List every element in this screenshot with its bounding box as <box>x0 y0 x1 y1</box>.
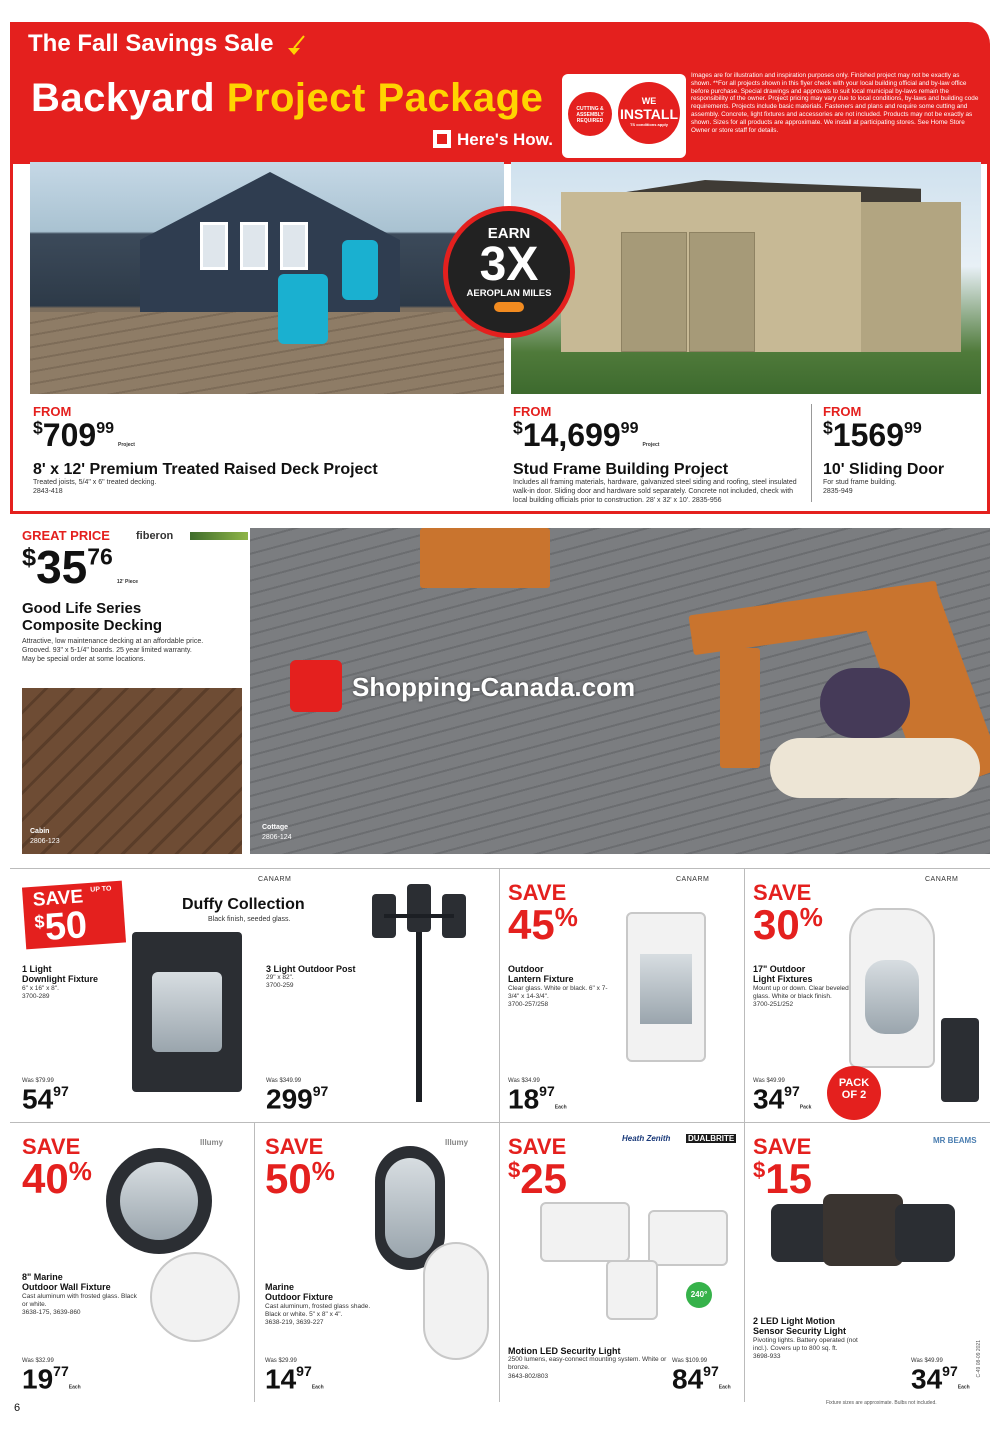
deck-project-photo <box>30 162 504 394</box>
flyer-code: C-49 08-09 2021 <box>976 1340 982 1378</box>
adirondack-chair-illustration <box>278 274 328 344</box>
white-fixture-image <box>849 908 935 1068</box>
marine-fixture-offer: SAVE 50% Illumy Marine Outdoor Fixture Cast aluminum, frosted glass shade. Black or white. 5" x 8" x 4". 3638-219, 3639-227 Was $29.99 $14^{97}Each$ <box>255 1122 500 1402</box>
240-degree-badge: 240° <box>686 1282 712 1308</box>
beams-light-right-image <box>895 1204 955 1262</box>
aeroplan-logo-icon <box>494 302 524 312</box>
stud-frame-offer: FROM $14,699$^{99}$Project Stud Frame Building Project Includes all framing materials, hardware, galvanized steel siding and roofing, steel insulated walk-in door. Sliding door and hardware sold separately. Concrete not included, check with local building officials prior to construction. 28' x 32' x 10'. 2835-956 <box>513 404 803 505</box>
deck-project-offer: FROM $^{\$}709^{99}Project$ 8' x 12' Premium Treated Raised Deck Project Treated joists, 5/4" x 6" treated decking. 2843-418 <box>33 404 503 497</box>
footer-note: Fixture sizes are approximate. Bulbs not included. <box>826 1400 937 1406</box>
outdoor-lantern-offer: SAVE 45% CANARM Outdoor Lantern Fixture Clear glass. White or black. 6" x 7-3/4" x 14-3/4". 3700-257/258 Was $34.99 $18^{97}Each$ <box>500 868 745 1122</box>
composite-decking-section: GREAT PRICE fiberon $^{\$}35^{76}12'$ Piece Good Life Series Composite Decking Attractive, low maintenance decking at an affordable price. Grooved. 93" x 5-1/4" boards. 25 year limited warranty. May be special order at some locations. Cabin 2806-123 Cottage 2806-124 <box>10 528 990 854</box>
blanket-illustration <box>770 738 980 798</box>
good-life-logo-icon <box>190 532 248 540</box>
motion-led-offer: SAVE $25 Heath Zenith DUALBRITE 240° Motion LED Security Light 2500 lumens, easy-connect mounting system. White or bronze. 3643-802/803 Was $109.99 $84^{97}Each$ <box>500 1122 745 1402</box>
decking-price: $^{\$}35^{76}12'$ Piece <box>22 541 139 593</box>
cutting-assembly-badge: CUTTING & ASSEMBLY REQUIRED <box>568 92 612 136</box>
pillow-illustration <box>820 668 910 738</box>
composite-decking-photo: Cottage 2806-124 <box>250 528 990 854</box>
motion-sensor-image <box>606 1260 658 1320</box>
motion-light-panel-1-image <box>540 1202 630 1262</box>
shopping-bag-icon <box>290 660 342 712</box>
legal-fine-print: Images are for illustration and inspiration purposes only. Finished project may not be exactly as shown. **For all projects shown in this flyer check with your local building official and by-law office before purchase. Special drawings and approvals to suit local municipal by-laws remain the responsibility of the owner. Project pricing may vary due to local conditions, by-laws and building code requirements. Projects include basic materials. Fasteners and plans and require some cutting and assembly. Concrete, light fixtures and accessories are not included. Products may not be exactly as shown. Sizes for all products are approximate. We install at participating stores. See Home Store Owner or store staff for details. <box>691 72 979 134</box>
home-hardware-logo-icon <box>433 130 451 148</box>
season-title: The Fall Savings Sale <box>28 30 274 57</box>
cabin-color-swatch: Cabin 2806-123 <box>22 688 242 854</box>
sliding-door-price: $1569$^{99}$ <box>823 417 922 453</box>
install-badge: WE INSTALL TS conditions apply <box>618 82 680 144</box>
beams-sensor-image <box>823 1194 903 1266</box>
lantern-fixture-image <box>626 912 706 1062</box>
page-number: 6 <box>14 1402 21 1414</box>
watermark-text: Shopping-Canada.com <box>352 672 636 702</box>
hero-title: Backyard Project Package <box>31 76 544 120</box>
outdoor-lighting-section <box>10 868 990 1422</box>
motion-sensor-security-light-offer: SAVE $15 MR BEAMS 2 LED Light Motion Sensor Security Light Pivoting lights. Battery operated (not incl.). Covers up to 800 sq. ft. 3698-933 Was $49.99 $34^{97}Each$ <box>753 1134 977 1395</box>
canarm-logo: CANARM <box>925 876 959 883</box>
pack-of-2-badge: PACK OF 2 <box>827 1066 881 1120</box>
hero-header <box>13 66 987 164</box>
illumy-logo: Illumy <box>445 1138 469 1147</box>
17-inch-fixtures-offer: SAVE 30% CANARM 17" Outdoor Light Fixtures Mount up or down. Clear beveled glass. White or black finish. 3700-251/252 PACK OF 2 Was $49.99 $34^{97}Pack$ <box>745 868 990 1122</box>
we-install-badge <box>562 74 686 158</box>
white-oval-light-image <box>423 1242 489 1360</box>
black-marine-light-image <box>106 1148 212 1254</box>
illumy-logo: Illumy <box>200 1138 224 1147</box>
sliding-door-offer: FROM $1569$^{99}$ 10' Sliding Door For stud frame building. 2835-949 <box>823 404 983 497</box>
black-fixture-image <box>941 1018 979 1102</box>
heres-how-logo: Here's How. <box>433 130 553 150</box>
season-banner <box>10 22 990 66</box>
rake-icon <box>286 34 308 56</box>
outdoor-post-image <box>372 884 466 1104</box>
marine-wall-fixture-offer: SAVE 40% Illumy 8" Marine Outdoor Wall Fixture Cast aluminum with frosted glass. Black or white. 3638-175, 3639-860 Was $32.99 $19^{77}Each$ <box>10 1122 255 1402</box>
flyer-page <box>10 22 990 1422</box>
canarm-logo: CANARM <box>258 876 292 883</box>
backyard-project-section <box>10 66 990 514</box>
heath-zenith-logo: Heath Zenith <box>622 1134 671 1143</box>
deck-price: $^{\$}709^{99}Project$ <box>33 417 135 453</box>
stud-frame-price: $14,699$^{99}$Project <box>513 417 660 453</box>
canarm-logo: CANARM <box>676 876 710 883</box>
aeroplan-miles-badge: EARN 3X AEROPLAN MILES <box>443 206 575 338</box>
downlight-fixture-image <box>132 932 242 1092</box>
divider <box>811 404 812 502</box>
white-marine-light-image <box>150 1252 240 1342</box>
dualbrite-logo: DUALBRITE <box>688 1134 735 1143</box>
stud-frame-building-photo <box>511 162 981 394</box>
save-up-to-badge: SAVE UP TO $50 <box>22 881 126 950</box>
duffy-collection-offer: SAVE UP TO $50 CANARM Duffy Collection Black finish, seeded glass. 1 Light Downlight Fixture 6" x 16" x 8". 3700-289 Was $79.99 $54^{97}$ 3 Light Outdoor Post 29" x 82". 3700-259 Was $349.99 $299^{97}$ <box>10 868 500 1122</box>
beams-light-left-image <box>771 1204 831 1262</box>
decking-title: Good Life Series Composite Decking <box>22 600 163 635</box>
fiberon-logo: fiberon <box>136 530 174 542</box>
mr-beams-logo: MR BEAMS <box>933 1136 977 1145</box>
motion-light-panel-2-image <box>648 1210 728 1266</box>
